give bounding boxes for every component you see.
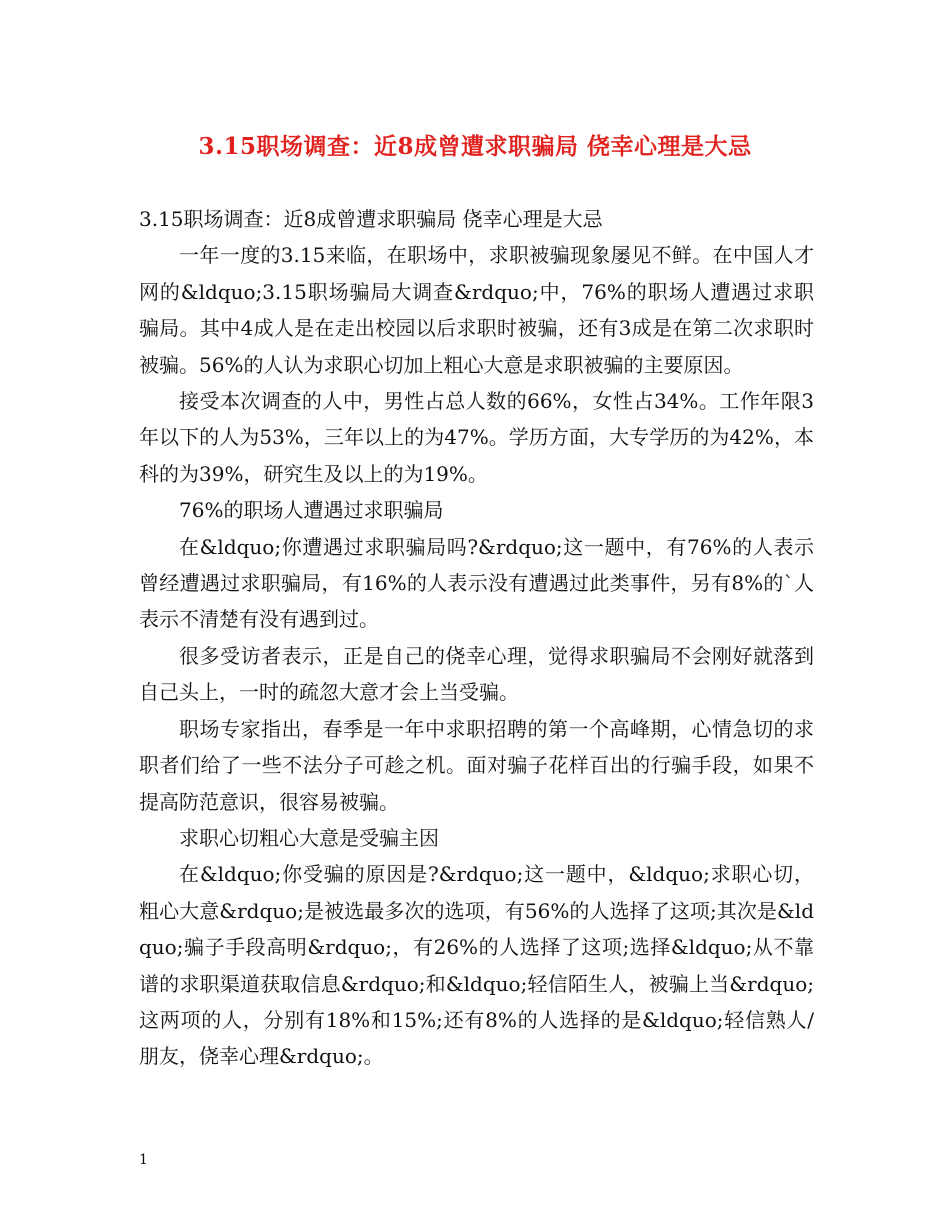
section-heading-76-percent: 76%的职场人遭遇过求职骗局 [179,498,444,523]
document-title: 3.15职场调查：近8成曾遭求职骗局 侥幸心理是大忌 [198,133,752,160]
page-number: 1 [139,1152,148,1168]
paragraph-subtitle: 3.15职场调查：近8成曾遭求职骗局 侥幸心理是大忌 [139,207,603,231]
section-heading-main-cause: 求职心切粗心大意是受骗主因 [179,825,439,850]
paragraph-luck-mentality: 很多受访者表示，正是自己的侥幸心理，觉得求职骗局不会刚好就落到自己头上，一时的疏忽大意才会上当受骗。 [139,643,814,705]
paragraph-intro: 一年一度的3.15来临，在职场中，求职被骗现象屡见不鲜。在中国人才网的&ldquo;3.15职场骗局大调查&rdquo;中，76%的职场人遭遇过求职骗局。其中4成人是在走出校园以后求职时被骗，还有3成是在第二次求职时被骗。56%的人认为求职心切加上粗心大意是求职被骗的主要原因。 [139,243,814,377]
paragraph-survey-question-1: 在&ldquo;你遭遇过求职骗局吗?&rdquo;这一题中，有76%的人表示曾经遭遇过求职骗局，有16%的人表示没有遭遇过此类事件，另有8%的`人表示不清楚有没有遇到过。 [139,534,814,632]
document-body [139,201,814,1075]
paragraph-survey-question-2: 在&ldquo;你受骗的原因是?&rdquo;这一题中，&ldquo;求职心切，粗心大意&rdquo;是被选最多次的选项，有56%的人选择了这项;其次是&ldquo;骗子手段高明&rdquo;，有26%的人选择了这项;选择&ldquo;从不靠谱的求职渠道获取信息&rdquo;和&ldquo;轻信陌生人，被骗上当&rdquo;这两项的人，分别有18%和15%;还有8%的人选择的是&ldquo;轻信熟人/朋友，侥幸心理&rdquo;。 [139,862,814,1069]
paragraph-expert-opinion: 职场专家指出，春季是一年中求职招聘的第一个高峰期，心情急切的求职者们给了一些不法分子可趁之机。面对骗子花样百出的行骗手段，如果不提高防范意识，很容易被骗。 [139,716,814,814]
paragraph-demographics: 接受本次调查的人中，男性占总人数的66%，女性占34%。工作年限3年以下的人为53%，三年以上的为47%。学历方面，大专学历的为42%，本科的为39%，研究生及以上的为19%。 [139,389,814,486]
